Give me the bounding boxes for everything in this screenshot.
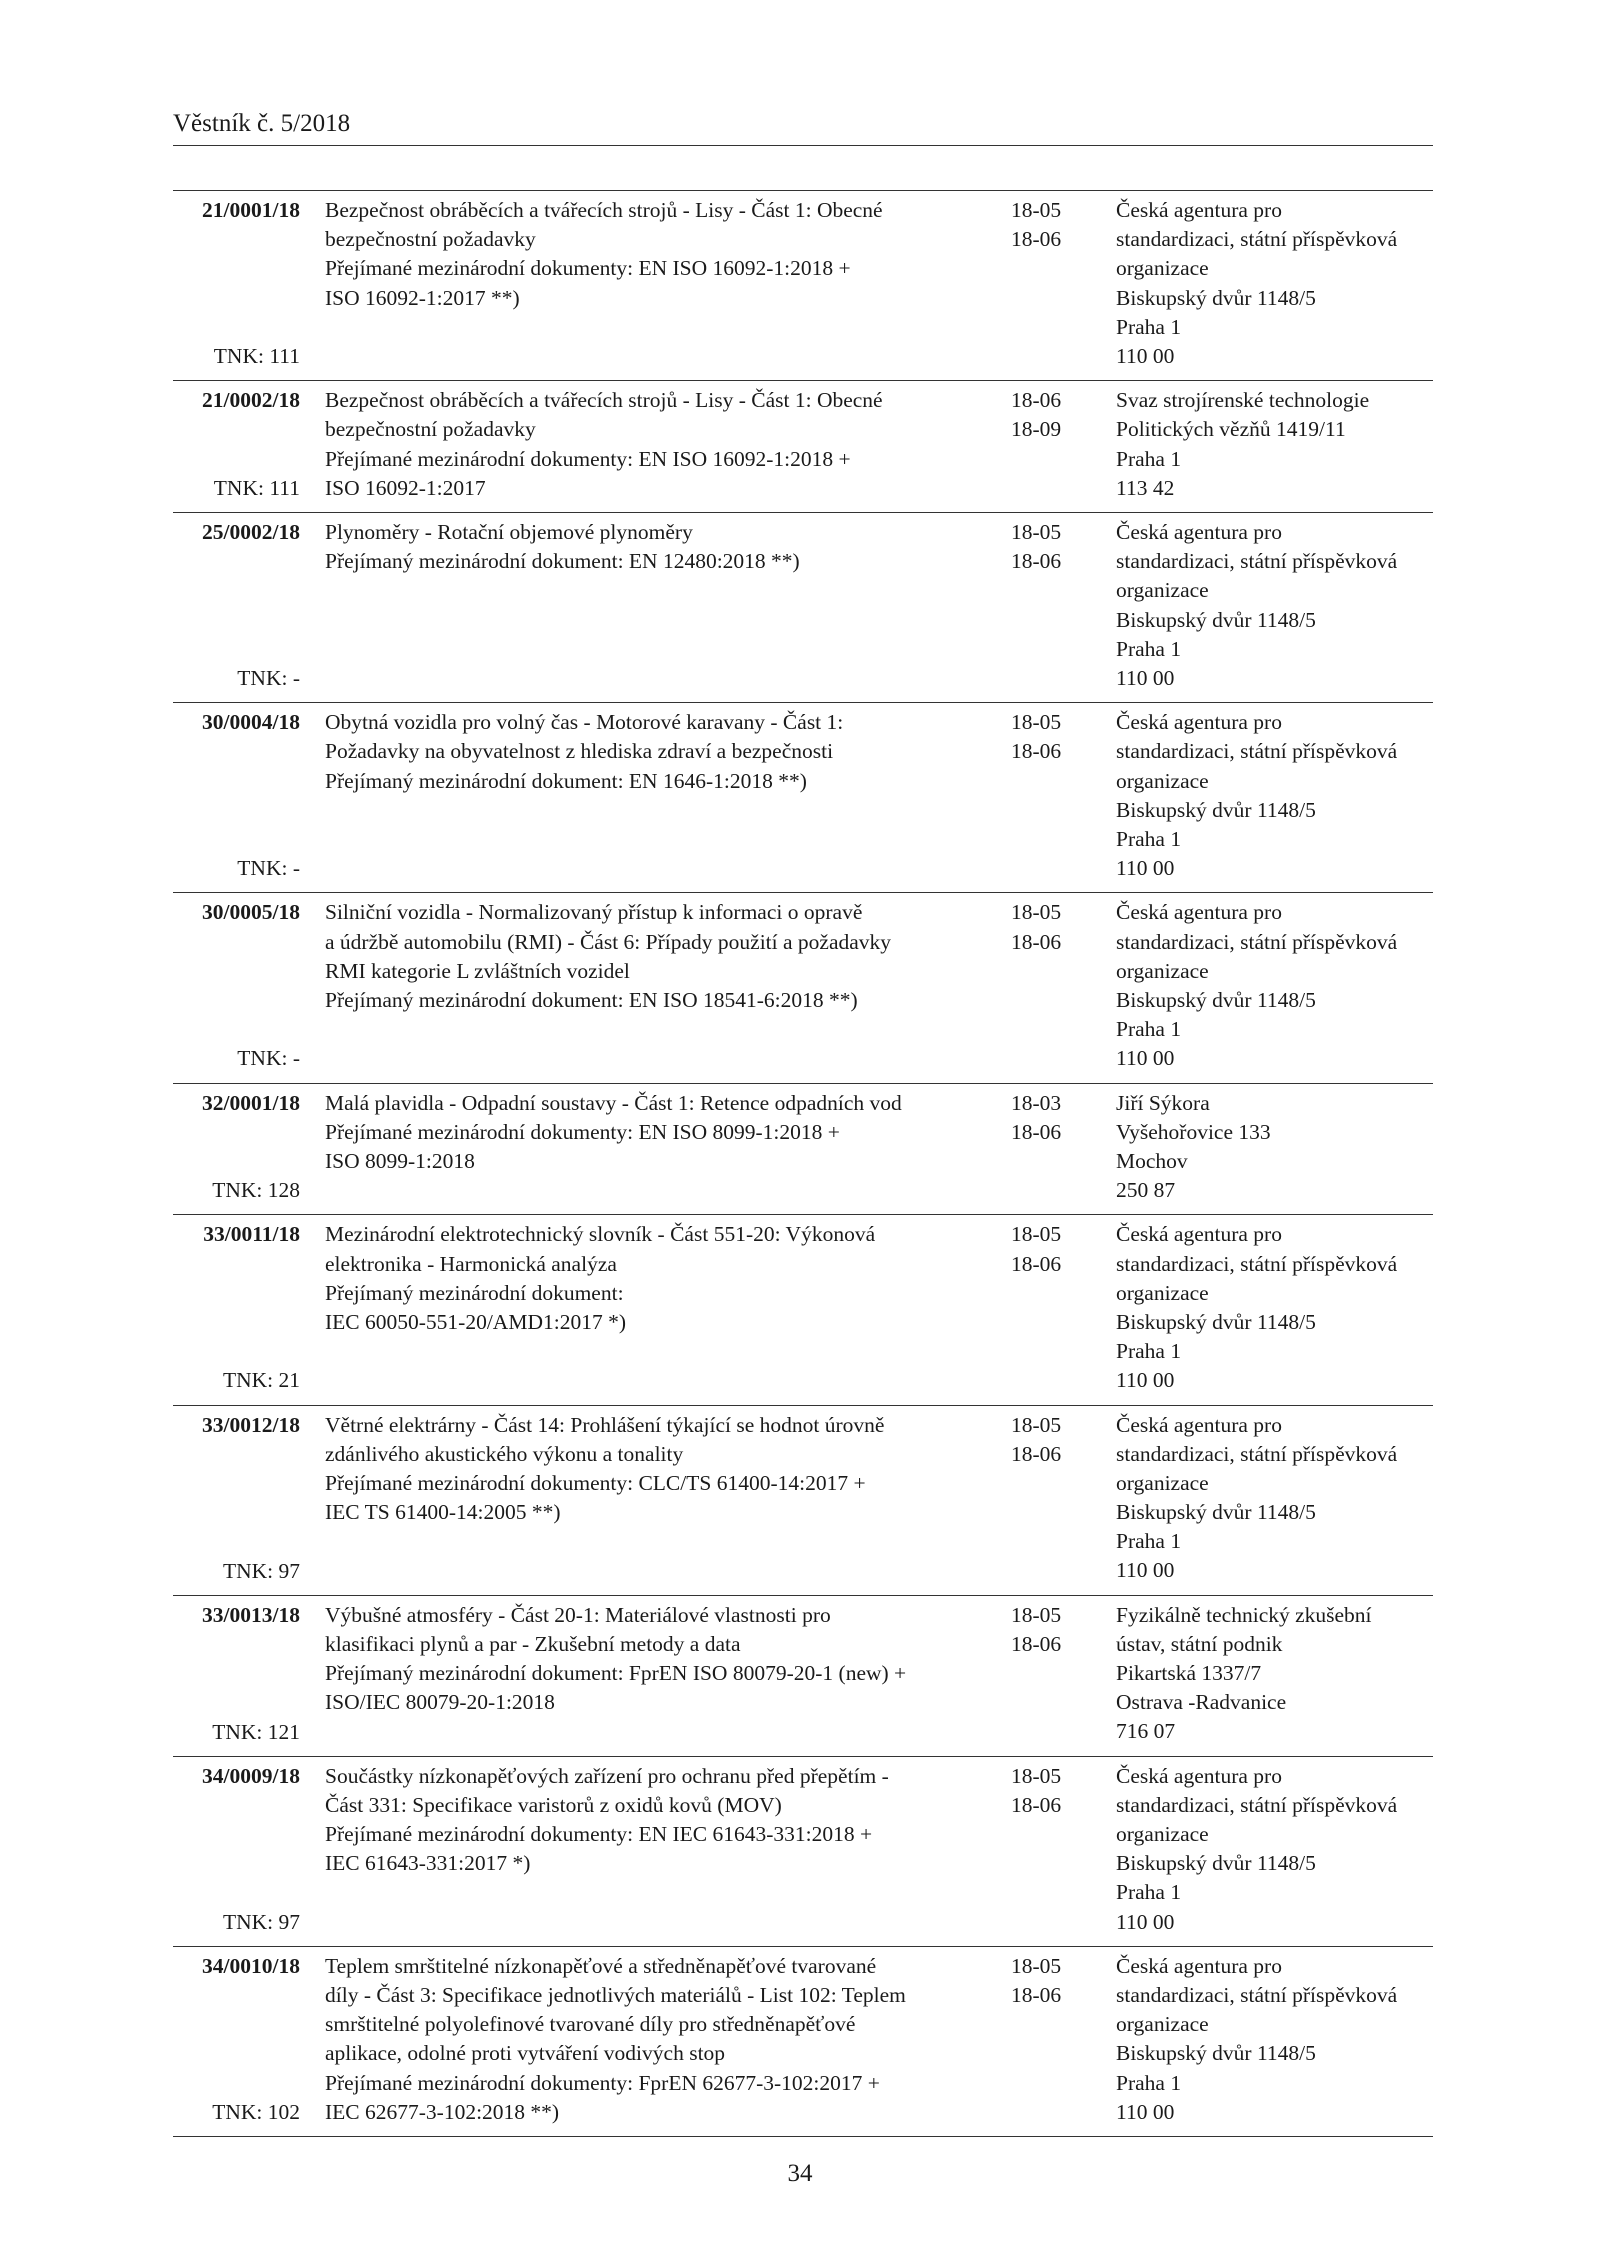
entry-date: 18-05 <box>1011 1763 1062 1788</box>
entry-address-line: Biskupský dvůr 1148/5 <box>1116 1851 1316 1876</box>
entry-title <box>325 1089 965 1177</box>
entry-address-line: Praha 1 <box>1116 636 1182 661</box>
entry-address-line: 110 00 <box>1116 665 1175 690</box>
entry-address-line: standardizaci, státní příspěvková <box>1116 549 1398 574</box>
entry-tnk: TNK: - <box>237 1046 300 1071</box>
entry-title-line: Součástky nízkonapěťových zařízení pro ochranu před přepětím - <box>325 1763 889 1788</box>
entry-title-line: Přejímaný mezinárodní dokument: FprEN ISO 80079-20-1 (new) + <box>325 1661 907 1686</box>
entry-date: 18-06 <box>1011 1792 1062 1817</box>
entry-address-line: Biskupský dvůr 1148/5 <box>1116 285 1316 310</box>
entry-dates <box>1011 1762 1081 1820</box>
entry-address-line: Česká agentura pro <box>1116 1953 1282 1978</box>
entry-title-line: ISO 8099-1:2018 <box>325 1148 475 1173</box>
entry-title-line: IEC 62677-3-102:2018 **) <box>325 2099 560 2124</box>
entry-address <box>1116 1601 1446 1747</box>
entry-title-line: ISO 16092-1:2017 <box>325 475 486 500</box>
entry-code: 32/0001/18 <box>202 1090 300 1115</box>
entry-address-line: Praha 1 <box>1116 1339 1182 1364</box>
entry-address-line: Praha 1 <box>1116 1529 1182 1554</box>
entry-address-line: Ostrava -Radvanice <box>1116 1690 1287 1715</box>
entry-title-line: Plynoměry - Rotační objemové plynoměry <box>325 519 693 544</box>
entry-address <box>1116 1089 1446 1206</box>
entry-address-line: standardizaci, státní příspěvková <box>1116 739 1398 764</box>
entry-dates <box>1011 386 1081 444</box>
page-number: 34 <box>787 2160 813 2187</box>
entry-title-line: Přejímané mezinárodní dokumenty: EN ISO 8099-1:2018 + <box>325 1119 840 1144</box>
entry-address <box>1116 518 1446 693</box>
entry-address-line: 113 42 <box>1116 475 1175 500</box>
entry-address-line: Česká agentura pro <box>1116 900 1282 925</box>
entry-tnk: TNK: 128 <box>212 1178 300 1203</box>
entry-date: 18-06 <box>1011 1441 1062 1466</box>
entry-address-line: Česká agentura pro <box>1116 519 1282 544</box>
page-header-title: Věstník č. 5/2018 <box>173 110 351 137</box>
entry-address-line: Česká agentura pro <box>1116 710 1282 735</box>
entry-address-line: 110 00 <box>1116 343 1175 368</box>
entry-address-line: Svaz strojírenské technologie <box>1116 388 1370 413</box>
entry-address-line: Česká agentura pro <box>1116 198 1282 222</box>
entry-title-line: IEC TS 61400-14:2005 **) <box>325 1500 561 1525</box>
entry-date: 18-06 <box>1011 929 1062 954</box>
entry-title-line: Přejímané mezinárodní dokumenty: CLC/TS 61400-14:2017 + <box>325 1470 866 1495</box>
entry-title-line: ISO/IEC 80079-20-1:2018 <box>325 1690 555 1715</box>
entry-title <box>325 898 965 1015</box>
entry-date: 18-09 <box>1011 417 1062 442</box>
header-rule <box>173 145 1433 146</box>
entry-title-line: Přejímané mezinárodní dokumenty: EN ISO 16092-1:2018 + <box>325 446 851 471</box>
entry-date: 18-06 <box>1011 1631 1062 1656</box>
entry-title-line: Přejímaný mezinárodní dokument: <box>325 1280 624 1305</box>
entry-address <box>1116 1762 1446 1937</box>
entry-address-line: Biskupský dvůr 1148/5 <box>1116 797 1316 822</box>
entry-address <box>1116 1220 1446 1395</box>
entry-title <box>325 1411 965 1528</box>
entry-title-line: RMI kategorie L zvláštních vozidel <box>325 958 630 983</box>
entry-address-line: organizace <box>1116 578 1209 603</box>
entry-code: 34/0009/18 <box>202 1763 300 1788</box>
entry-code: 33/0011/18 <box>203 1222 300 1247</box>
entry-code: 25/0002/18 <box>202 519 300 544</box>
entry-tnk: TNK: 102 <box>212 2099 300 2124</box>
entry-title <box>325 1220 965 1337</box>
entry-address <box>1116 708 1446 883</box>
entry-title-line: Bezpečnost obráběcích a tvářecích strojů - Lisy - Část 1: Obecné <box>325 198 883 222</box>
entry-address-line: 110 00 <box>1116 1909 1175 1934</box>
entry-tnk: TNK: 111 <box>213 475 300 500</box>
standards-table <box>173 190 1433 2137</box>
entry-tnk: TNK: 21 <box>222 1368 300 1393</box>
entry-address-line: organizace <box>1116 1822 1209 1847</box>
entry-address-line: Česká agentura pro <box>1116 1763 1282 1788</box>
entry-code: 33/0012/18 <box>202 1412 300 1437</box>
entry-date: 18-05 <box>1011 1412 1062 1437</box>
entry-code: 21/0002/18 <box>202 388 300 413</box>
entry-title-line: Bezpečnost obráběcích a tvářecích strojů - Lisy - Část 1: Obecné <box>325 388 883 413</box>
entry-title-line: Požadavky na obyvatelnost z hlediska zdraví a bezpečnosti <box>325 739 834 764</box>
entry-address-line: Praha 1 <box>1116 1017 1182 1042</box>
entry-dates <box>1011 196 1081 254</box>
entry-address-line: Praha 1 <box>1116 826 1182 851</box>
entry-code: 30/0005/18 <box>202 900 300 925</box>
entry-code: 21/0001/18 <box>202 198 300 222</box>
entry-address-line: standardizaci, státní příspěvková <box>1116 227 1398 252</box>
entry-dates <box>1011 1220 1081 1278</box>
entry-title-line: klasifikaci plynů a par - Zkušební metody a data <box>325 1631 741 1656</box>
entry-date: 18-06 <box>1011 1251 1062 1276</box>
entry-date: 18-05 <box>1011 710 1062 735</box>
entry-date: 18-05 <box>1011 1602 1062 1627</box>
entry-title <box>325 1952 965 2127</box>
entry-address-line: Biskupský dvůr 1148/5 <box>1116 1500 1316 1525</box>
entry-address-line: Biskupský dvůr 1148/5 <box>1116 987 1316 1012</box>
entry-code: 30/0004/18 <box>202 710 300 735</box>
entry-title-line: Přejímané mezinárodní dokumenty: EN IEC 61643-331:2018 + <box>325 1822 873 1847</box>
entry-code: 33/0013/18 <box>202 1602 300 1627</box>
table-row <box>173 1084 1433 1216</box>
entry-dates <box>1011 1411 1081 1469</box>
entry-address-line: Pikartská 1337/7 <box>1116 1661 1262 1686</box>
entry-address-line: Praha 1 <box>1116 1880 1182 1905</box>
entry-address-line: 110 00 <box>1116 1046 1175 1071</box>
entry-title-line: Přejímaný mezinárodní dokument: EN ISO 18541-6:2018 **) <box>325 987 858 1012</box>
entry-address-line: organizace <box>1116 958 1209 983</box>
entry-address-line: 716 07 <box>1116 1719 1176 1744</box>
entry-title-line: IEC 61643-331:2017 *) <box>325 1851 531 1876</box>
entry-tnk: TNK: 111 <box>213 344 300 368</box>
entry-title-line: ISO 16092-1:2017 **) <box>325 285 520 310</box>
entry-title <box>325 1601 965 1718</box>
table-row <box>173 1215 1433 1405</box>
entry-title <box>325 708 965 796</box>
entry-dates <box>1011 1952 1081 2010</box>
entry-address-line: standardizaci, státní příspěvková <box>1116 1441 1398 1466</box>
table-row <box>173 703 1433 893</box>
entry-title <box>325 518 965 576</box>
entry-dates <box>1011 1089 1081 1147</box>
entry-address-line: Jiří Sýkora <box>1116 1090 1210 1115</box>
entry-address-line: Biskupský dvůr 1148/5 <box>1116 2041 1316 2066</box>
entry-tnk: TNK: - <box>237 856 300 881</box>
entry-date: 18-06 <box>1011 388 1062 413</box>
entry-title-line: Silniční vozidla - Normalizovaný přístup k informaci o opravě <box>325 900 863 925</box>
entry-title-line: Obytná vozidla pro volný čas - Motorové karavany - Část 1: <box>325 710 844 735</box>
entry-address-line: organizace <box>1116 2012 1209 2037</box>
entry-title-line: IEC 60050-551-20/AMD1:2017 *) <box>325 1309 626 1334</box>
entry-address-line: Praha 1 <box>1116 446 1182 471</box>
entry-title-line: bezpečnostní požadavky <box>325 417 536 442</box>
entry-address-line: Praha 1 <box>1116 2070 1182 2095</box>
entry-address-line: Vyšehořovice 133 <box>1116 1119 1271 1144</box>
entry-address-line: Biskupský dvůr 1148/5 <box>1116 607 1316 632</box>
entry-title-line: Větrné elektrárny - Část 14: Prohlášení týkající se hodnot úrovně <box>325 1412 885 1437</box>
entry-title-line: Přejímané mezinárodní dokumenty: EN ISO 16092-1:2018 + <box>325 256 851 281</box>
table-row <box>173 1406 1433 1596</box>
entry-title-line: elektronika - Harmonická analýza <box>325 1251 617 1276</box>
entry-date: 18-05 <box>1011 900 1062 925</box>
entry-date: 18-06 <box>1011 1983 1062 2008</box>
entry-address <box>1116 898 1446 1073</box>
entry-dates <box>1011 518 1081 576</box>
table-row <box>173 191 1433 381</box>
entry-address-line: 110 00 <box>1116 1368 1175 1393</box>
entry-dates <box>1011 1601 1081 1659</box>
entry-address-line: 110 00 <box>1116 856 1175 881</box>
entry-title-line: aplikace, odolné proti vytváření vodivých stop <box>325 2041 726 2066</box>
entry-address-line: Česká agentura pro <box>1116 1412 1282 1437</box>
entry-address-line: 110 00 <box>1116 1558 1175 1583</box>
entry-address-line: organizace <box>1116 1470 1209 1495</box>
entry-address-line: Mochov <box>1116 1148 1188 1173</box>
entry-title-line: Mezinárodní elektrotechnický slovník - Část 551-20: Výkonová <box>325 1222 876 1247</box>
entry-title <box>325 386 965 503</box>
entry-title-line: díly - Část 3: Specifikace jednotlivých materiálů - List 102: Teplem <box>325 1983 906 2008</box>
entry-tnk: TNK: - <box>237 665 300 690</box>
entry-date: 18-06 <box>1011 739 1062 764</box>
table-row <box>173 893 1433 1083</box>
entry-title <box>325 196 965 313</box>
entry-address-line: organizace <box>1116 256 1209 281</box>
entry-address-line: ústav, státní podnik <box>1116 1631 1283 1656</box>
entry-tnk: TNK: 97 <box>222 1558 300 1583</box>
table-row <box>173 381 1433 513</box>
entry-title-line: Přejímané mezinárodní dokumenty: FprEN 62677-3-102:2017 + <box>325 2070 880 2095</box>
entry-address-line: 250 87 <box>1116 1178 1176 1203</box>
entry-address <box>1116 1411 1446 1586</box>
entry-date: 18-05 <box>1011 198 1062 222</box>
entry-address-line: standardizaci, státní příspěvková <box>1116 1792 1398 1817</box>
entry-title-line: Malá plavidla - Odpadní soustavy - Část 1: Retence odpadních vod <box>325 1090 902 1115</box>
entry-address-line: Biskupský dvůr 1148/5 <box>1116 1309 1316 1334</box>
entry-address <box>1116 386 1446 503</box>
entry-address-line: organizace <box>1116 768 1209 793</box>
entry-address-line: organizace <box>1116 1280 1209 1305</box>
entry-date: 18-05 <box>1011 1953 1062 1978</box>
entry-title-line: Teplem smrštitelné nízkonapěťové a středněnapěťové tvarované <box>325 1953 877 1978</box>
entry-dates <box>1011 708 1081 766</box>
entry-date: 18-05 <box>1011 1222 1062 1247</box>
entry-title-line: a údržbě automobilu (RMI) - Část 6: Případy použití a požadavky <box>325 929 892 954</box>
entry-address-line: standardizaci, státní příspěvková <box>1116 1983 1398 2008</box>
entry-title <box>325 1762 965 1879</box>
entry-address-line: Politických vězňů 1419/11 <box>1116 417 1346 442</box>
entry-address-line: Fyzikálně technický zkušební <box>1116 1602 1372 1627</box>
entry-dates <box>1011 898 1081 956</box>
entry-address <box>1116 196 1446 371</box>
table-row <box>173 1757 1433 1947</box>
table-row <box>173 1947 1433 2137</box>
entry-title-line: bezpečnostní požadavky <box>325 227 536 252</box>
entry-date: 18-03 <box>1011 1090 1062 1115</box>
entry-address-line: Česká agentura pro <box>1116 1222 1282 1247</box>
entry-address-line: 110 00 <box>1116 2099 1175 2124</box>
entry-date: 18-06 <box>1011 549 1062 574</box>
entry-title-line: Část 331: Specifikace varistorů z oxidů kovů (MOV) <box>325 1792 782 1817</box>
table-row <box>173 1596 1433 1757</box>
entry-date: 18-05 <box>1011 519 1062 544</box>
entry-code: 34/0010/18 <box>202 1953 300 1978</box>
table-row <box>173 513 1433 703</box>
entry-title-line: smrštitelné polyolefinové tvarované díly pro středněnapěťové <box>325 2012 856 2037</box>
entry-tnk: TNK: 121 <box>212 1719 300 1744</box>
entry-tnk: TNK: 97 <box>222 1909 300 1934</box>
entry-date: 18-06 <box>1011 1119 1062 1144</box>
entry-address-line: standardizaci, státní příspěvková <box>1116 1251 1398 1276</box>
entry-address-line: standardizaci, státní příspěvková <box>1116 929 1398 954</box>
entry-title-line: zdánlivého akustického výkonu a tonality <box>325 1441 684 1466</box>
entry-title-line: Výbušné atmosféry - Část 20-1: Materiálové vlastnosti pro <box>325 1602 831 1627</box>
entry-title-line: Přejímaný mezinárodní dokument: EN 12480:2018 **) <box>325 549 800 574</box>
entry-title-line: Přejímaný mezinárodní dokument: EN 1646-1:2018 **) <box>325 768 807 793</box>
entry-address <box>1116 1952 1446 2127</box>
entry-address-line: Praha 1 <box>1116 314 1182 339</box>
entry-date: 18-06 <box>1011 227 1062 252</box>
